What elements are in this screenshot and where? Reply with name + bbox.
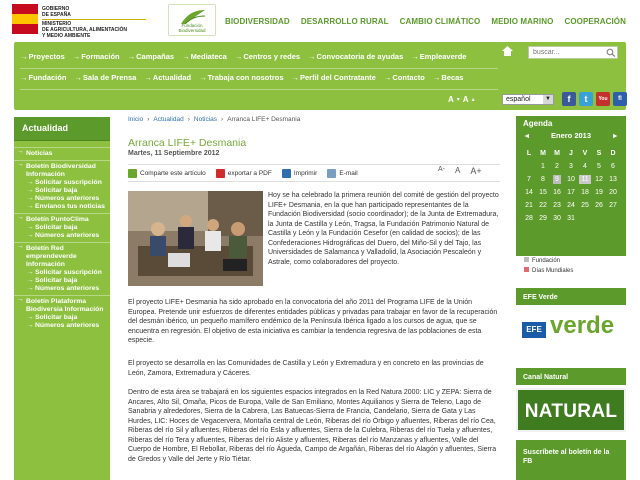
sidebar-item[interactable]: → Números anteriores	[14, 232, 110, 240]
calendar-day[interactable]: 23	[553, 202, 561, 209]
nav-divider	[20, 68, 498, 69]
calendar-day[interactable]: 28	[525, 215, 533, 222]
breadcrumb-current: Arranca LIFE+ Desmania	[227, 116, 301, 123]
prev-month-icon[interactable]: ◂	[525, 131, 529, 140]
font-smaller-button[interactable]: A-	[438, 166, 445, 173]
calendar-day[interactable]: 27	[609, 202, 617, 209]
calendar-day	[592, 212, 606, 225]
topnav-medio-marino[interactable]: MEDIO MARINO	[491, 17, 554, 26]
government-logo[interactable]	[12, 4, 162, 39]
calendar-legend	[524, 256, 573, 276]
calendar-day[interactable]: 30	[553, 215, 561, 222]
calendar-day[interactable]: 29	[539, 215, 547, 222]
sidebar-item[interactable]: → Boletín Biodiversidad Información	[14, 160, 110, 179]
font-larger-button[interactable]: A+	[470, 166, 482, 176]
sidebar-item[interactable]: → Boletín PuntoClima	[14, 213, 110, 224]
ministry-line1: MINISTERIO	[42, 19, 146, 27]
calendar-month-header	[522, 130, 620, 142]
weekday-header: L	[526, 149, 532, 157]
next-month-icon[interactable]: ▸	[613, 131, 617, 140]
subscribe-box[interactable]	[516, 440, 626, 480]
calendar-day[interactable]: 4	[583, 163, 587, 170]
calendar-day[interactable]: 31	[567, 215, 575, 222]
topnav-cooperacion[interactable]: COOPERACIÓN	[564, 17, 626, 26]
legend-fundacion: Fundación	[524, 256, 573, 266]
legend-swatch	[524, 257, 529, 262]
article-paragraph-2: El proyecto LIFE+ Desmania ha sido aprobado en la convocatoria del año 2011 del Programa LIFE de la Unión Europea. Pretende unir esfuerzos de diferentes entidades públicas y privadas para trabajar en favor de la recuperación del desmán ibérico, un pequeño mamífero endémico de la Península Ibérica ligado a los cursos de agua, que se encuentra en regresión. El objetivo de esta iniciativa es cambiar la tendencia regresiva de las poblaciones de esta especie.	[128, 299, 498, 344]
ministry-line3: Y MEDIO AMBIENTE	[42, 33, 91, 39]
canal-natural-logo: NATURAL	[516, 388, 626, 432]
calendar-title: Agenda	[523, 119, 553, 128]
topnav-biodiversidad[interactable]: BIODIVERSIDAD	[224, 17, 290, 26]
weekday-header: J	[569, 149, 573, 157]
home-icon[interactable]	[502, 46, 513, 56]
legend-swatch	[524, 267, 529, 272]
nav-campanas[interactable]: →Campañas	[127, 52, 175, 61]
youtube-icon[interactable]: You	[596, 92, 610, 106]
calendar-day[interactable]: 11	[581, 176, 589, 183]
nav-becas[interactable]: →Becas	[432, 73, 464, 82]
sidebar-item[interactable]: → Solicitar suscripción	[14, 269, 110, 277]
efe-verde-box[interactable]	[516, 288, 626, 356]
text-smaller-button[interactable]: A	[448, 94, 454, 104]
sidebar-title: Actualidad	[14, 117, 110, 139]
nav-divider	[20, 89, 498, 90]
sidebar-item[interactable]: → Números anteriores	[14, 322, 110, 330]
sidebar-item[interactable]: → Noticias	[14, 147, 110, 158]
calendar-day[interactable]: 21	[525, 202, 533, 209]
calendar-grid	[522, 146, 620, 225]
chevron-down-icon: ▾	[456, 96, 460, 103]
calendar-day[interactable]: 16	[553, 189, 561, 196]
nav-formacion[interactable]: →Formación	[72, 52, 120, 61]
search-icon[interactable]	[606, 48, 616, 57]
efe-prefix: EFE	[522, 322, 546, 338]
facebook-icon[interactable]: f	[562, 92, 576, 106]
nav-sala-prensa[interactable]: →Sala de Prensa	[74, 73, 137, 82]
sidebar-item[interactable]: → Boletín Red emprendeverde Información	[14, 242, 110, 269]
twitter-icon[interactable]: t	[579, 92, 593, 106]
sidebar	[14, 117, 110, 480]
sidebar-item[interactable]: → Números anteriores	[14, 285, 110, 293]
email-button[interactable]: E-mail	[327, 169, 357, 178]
canal-natural-box[interactable]	[516, 368, 626, 432]
efe-verde-title: EFE Verde	[516, 290, 626, 305]
weekday-header: D	[610, 149, 616, 157]
article-paragraph-4: Dentro de esta área se trabajará en los siguientes espacios integrados en la Red Natura 2000: LIC y ZEPA: Sierra de Ancares, Alto Sil, Omaña, Picos de Europa, Valle de San Emiliano, Montes Aquilianos y Sierra de Teleno, Lago de Sanabria y alrededores, Sierra de la Cabrera, Las Batuecas-Sierra de Francia, Candelario, Sierra de Gata y Las Hurdes, LIC: Hoces de Vegacervera, Montaña central de León, Riberas del río Órbigo y afluentes, Riberas del río Cea, Riberas del río Sil y afluentes, Riberas del río Esla y afluentes, Sierra de la Culebra, Riberas del río Tuela y afluentes, Riberas del río Tera y afluentes, Riberas del río Aliste y afluentes, Riberas del río Manzanas y afluentes, Valle del Cuerpo de Hombre, El Rebollar, Riberas del río Águeda, Campo de Argañán, Riberas del río Alagón y afluentes, Sierra de Gredos y Valle del Jerte y Río Tiétar.	[128, 389, 497, 463]
font-reset-button[interactable]: A	[455, 166, 461, 175]
calendar-day[interactable]: 26	[595, 202, 603, 209]
calendar-day	[606, 212, 620, 225]
nav-fundacion[interactable]: →Fundación	[20, 73, 67, 82]
calendar-widget	[516, 116, 626, 256]
pdf-icon	[216, 169, 225, 178]
calendar-day[interactable]: 19	[595, 189, 603, 196]
nav-trabaja[interactable]: →Trabaja con nosotros	[199, 73, 284, 82]
article-photo	[128, 191, 263, 286]
article-paragraph-1: Hoy se ha celebrado la primera reunión del comité de gestión del proyecto LIFE+ Desmania, en la que han participado representantes de la Fundación Biodiversidad (socio coordinador); de la Junta de Extremadura, la Junta de Castilla y León, Tragsa, la Fundación Patrimonio Natural de Castilla y León y la Fundación Cesefor (en calidad de socios); de las Confederaciones Hidrográficas del Duero, del Miño-Sil y del Tajo, las Universidades de Salamanca y Valladolid, la Asociación Pescaleón y Astrale, como colaboradores del proyecto.	[268, 192, 499, 266]
calendar-day[interactable]: 1	[541, 163, 545, 170]
sidebar-item[interactable]: → Solicitar suscripción	[14, 179, 110, 187]
search-input[interactable]	[529, 47, 601, 58]
page-title: Arranca LIFE+ Desmania	[128, 137, 247, 149]
topnav-cambio-climatico[interactable]: CAMBIO CLIMÁTICO	[399, 17, 481, 26]
calendar-day[interactable]: 20	[609, 189, 617, 196]
calendar-day[interactable]: 25	[581, 202, 589, 209]
main-nav-bar	[14, 42, 626, 110]
chevron-up-icon: ▴	[471, 96, 475, 103]
weekday-header: M	[540, 149, 546, 157]
efe-verde-wordmark: verde	[550, 312, 615, 339]
main-nav-row1	[20, 52, 466, 61]
calendar-day[interactable]: 12	[595, 176, 603, 183]
calendar-day[interactable]: 24	[567, 202, 575, 209]
main-nav-row2	[20, 73, 463, 82]
sidebar-item[interactable]: → Solicitar baja	[14, 314, 110, 322]
nav-centros-redes[interactable]: →Centros y redes	[234, 52, 301, 61]
calendar-day[interactable]: 18	[581, 189, 589, 196]
share-button[interactable]: Comparte este artículo	[128, 169, 206, 178]
calendar-day	[578, 212, 592, 225]
calendar-day[interactable]: 8	[541, 176, 545, 183]
calendar-day[interactable]: 22	[539, 202, 547, 209]
calendar-day[interactable]: 9	[555, 176, 559, 183]
weekday-header: M	[554, 149, 560, 157]
gov-line2: DE ESPAÑA	[42, 12, 71, 18]
export-pdf-button[interactable]: exportar a PDF	[216, 169, 272, 178]
print-button[interactable]: Imprimir	[282, 169, 317, 178]
calendar-day	[522, 160, 536, 173]
calendar-day[interactable]: 13	[609, 176, 617, 183]
meeting-photo	[128, 191, 263, 286]
sidebar-list	[14, 140, 110, 480]
calendar-day[interactable]: 2	[555, 163, 559, 170]
fb-caption: Fundación Biodiversidad	[178, 23, 206, 33]
calendar-day[interactable]: 17	[567, 189, 575, 196]
social-links	[562, 92, 627, 106]
breadcrumb-noticias[interactable]: Noticias	[193, 116, 218, 123]
email-icon	[327, 169, 336, 178]
text-size-tools	[448, 93, 475, 105]
subscribe-label: Suscríbete al boletín de la FB	[523, 449, 610, 465]
text-larger-button[interactable]: A	[462, 94, 469, 104]
nav-empleaverde[interactable]: →Empleaverde	[411, 52, 467, 61]
nav-contacto[interactable]: →Contacto	[383, 73, 425, 82]
calendar-day[interactable]: 10	[567, 176, 575, 183]
sidebar-item[interactable]: → Números anteriores	[14, 195, 110, 203]
calendar-month: Enero 2013	[550, 131, 592, 140]
language-select[interactable]	[502, 94, 554, 105]
nav-actualidad[interactable]: →Actualidad	[144, 73, 192, 82]
fundacion-biodiversidad-logo[interactable]	[168, 4, 216, 36]
breadcrumb-actualidad[interactable]: Actualidad	[153, 116, 184, 123]
efe-verde-logo	[520, 308, 622, 352]
language-value: español	[506, 96, 531, 103]
gov-line1: GOBIERNO	[42, 6, 70, 12]
calendar-day[interactable]: 15	[539, 189, 547, 196]
font-size-controls	[438, 166, 482, 176]
share-icon	[128, 169, 137, 178]
site-header	[0, 0, 640, 40]
weekday-header: V	[582, 149, 588, 157]
nav-proyectos[interactable]: →Proyectos	[20, 52, 65, 61]
sidebar-item[interactable]: → Solicitar baja	[14, 187, 110, 195]
sidebar-item[interactable]: → Envíanos tus noticias	[14, 203, 110, 211]
calendar-day[interactable]: 3	[569, 163, 573, 170]
spain-crest-icon	[12, 4, 38, 34]
sidebar-item[interactable]: → Boletín Plataforma Biodiversia Información	[14, 295, 110, 314]
calendar-day[interactable]: 6	[611, 163, 615, 170]
breadcrumb: Inicio › Actualidad › Noticias › Arranca LIFE+ Desmania	[128, 116, 301, 123]
canal-natural-title: Canal Natural	[516, 370, 626, 385]
article-paragraph-3: El proyecto se desarrolla en las Comunidades de Castilla y León y Extremadura y en concreto en las provincias de León, Zamora, Extremadura y Cáceres.	[128, 360, 484, 377]
chevron-down-icon: ▼	[543, 95, 553, 104]
top-nav	[225, 17, 626, 26]
article-date: Martes, 11 Septiembre 2012	[128, 150, 220, 157]
ministry-line2: DE AGRICULTURA, ALIMENTACIÓN	[42, 27, 127, 33]
flickr-icon[interactable]: fl	[613, 92, 627, 106]
topnav-desarrollo-rural[interactable]: DESARROLLO RURAL	[300, 17, 389, 26]
print-icon	[282, 169, 291, 178]
search-box	[528, 46, 618, 59]
sidebar-item[interactable]: → Solicitar baja	[14, 224, 110, 232]
nav-convocatoria[interactable]: →Convocatoria de ayudas	[308, 52, 404, 61]
calendar-day[interactable]: 5	[597, 163, 601, 170]
nav-perfil-contratante[interactable]: →Perfil del Contratante	[291, 73, 376, 82]
sidebar-item[interactable]: → Solicitar baja	[14, 277, 110, 285]
calendar-day[interactable]: 14	[525, 189, 533, 196]
weekday-header: S	[596, 149, 602, 157]
legend-dias-mundiales: Días Mundiales	[524, 266, 573, 276]
nav-mediateca[interactable]: →Mediateca	[182, 52, 227, 61]
breadcrumb-inicio[interactable]: Inicio	[128, 116, 144, 123]
calendar-day[interactable]: 7	[527, 176, 531, 183]
